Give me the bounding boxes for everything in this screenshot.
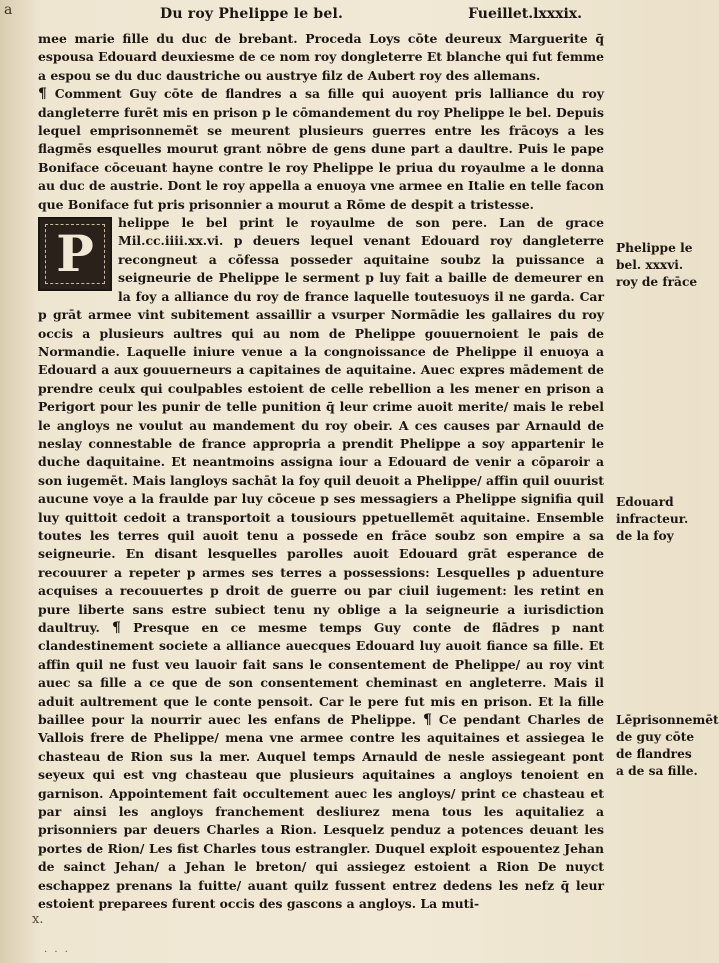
- margin-note-guy: Lēprisonnemēt de guy cōte de flandres a de sa fille.: [616, 713, 719, 778]
- corner-mark: a: [4, 2, 13, 18]
- main-text-continued: Presque en ce mesme temps Guy conte de flādres p nant clandestinement societe a alliance auecques Edouard luy auoit fiance sa fille. Et affin quil ne fust veu lauoir fait sans le consentement de Phelippe/ au roy vint auec sa fille a ce que de son consentement cheminast en angleterre. Mais il aduit aultrement que le conte pensoit. Car le pere fut mis en prison. Et la fille baillee pour la nourrir auec les enfans de Phelippe.: [38, 620, 604, 728]
- drop-cap-letter: P: [56, 224, 94, 284]
- drop-cap: [38, 217, 112, 291]
- chapter-summary-text: Comment Guy cōte de flandres a sa fille qui auoyent pris lalliance du roy dangleterre furēt mis en prison p le cōmandement du roy Phelippe le bel. Depuis lequel emprisonnemēt se meurent plusieurs guerres entre les frācoys a les flagmēs esquelles mourut grant nōbre de gens dune part a daultre. Puis le pape Boniface cōceuant hayne contre le roy Phelippe le priua du royaulme a le donna au duc de austrie. Dont le roy appella a enuoya vne armee en Italie en telle facon que Boniface fut pris prisonnier a mourut a Rōme de despit a tristesse.: [38, 86, 604, 212]
- bottom-dots: . . .: [44, 944, 70, 955]
- bottom-mark: x.: [32, 912, 44, 927]
- main-text-block: [38, 30, 604, 914]
- margin-note-edouard: Edouard infracteur. de la foy: [616, 495, 689, 543]
- paragraph-intro: mee marie fille du duc de brebant. Proceda Loys cōte deureux Marguerite q̄ espousa Edouard deuxiesme de ce nom roy dongleterre Et blanche qui fut femme a espou se du duc daustriche ou austrye filz de Aubert roy des allemans.: [38, 31, 604, 83]
- final-text: Ce pendant Charles de Vallois frere de Phelippe/ mena vne armee contre les aquitaines et assiegea le chasteau de Rion sus la mer. Auquel temps Arnauld de nesle assiegeant pont seyeux qui est vng chasteau que plusieurs aquitaines a angloys tenoient en garnison. Appointement fait occultement auec les angloys/ print ce chasteau et par ainsi les angloys franchement desliurez mena tous les aquitaliez a prisonniers par deuers Charles a Rion. Lesquelz penduz a potences deuant les portes de Rion/ Les fist Charles tous estrangler. Duquel exploit espouentez Jehan de sainct Jehan/ a Jehan le breton/ qui assiegez estoient a Rion De nuyct eschappez prenans la fuitte/ auant quilz fussent entrez dedens les nefz q̄ leur estoient preparees furent occis des gascons a angloys. La muti-: [38, 712, 604, 912]
- main-text: helippe le bel print le royaulme de son pere. Lan de grace Mil.cc.iiii.xx.vi. p deuers lequel venant Edouard roy dangleterre recongneut a cōfessa posseder aquitaine soubz la puissance a seigneurie de Phelippe le serment p luy fait a baille de demeurer en la foy a alliance du roy de france laquelle toutesuoys il ne garda. Car p grāt armee vint subitement assaillir a vsurper Normādie les gallaires du roy occis a plusieurs aultres qui au nom de Phelippe gouuernoient le pais de Normandie. Laquelle iniure venue a la congnoissance de Phelippe il enuoya a Edouard a aux gouuerneurs a capitaines de aquitaine. Auec expres mādement de prendre ceulx qui coulpables estoient de celle rebellion a les mener en prison a Perigort pour les punir de telle punition q̄ leur crime auoit merite/ mais le rebel le angloys ne voulut au mandement du roy obeir. A ces causes par Arnauld de neslay connestable de france appropria a prendit Phelippe a soy appartenir le duche daquitaine. Et neantmoins assigna iour a Edouard de venir a cōparoir a son iugemēt. Mais langloys sachāt la foy quil deuoit a Phelippe/ affin quil ouurist aucune voye a la fraulde par luy cōceue p ses messagiers a Phelippe signifia quil luy quittoit cedoit a transportoit a tousiours ppetuellemēt aquitaine. Ensemble toutes les terres quil auoit tenu a possede en frāce soubz son empire a sa seigneurie. En disant lesquelles parolles auoit Edouard grāt esperance de recouurer a repeter p armes ses terres a possessions: Lesquelles p aduenture acquises a recouuertes p droit de guerre ou par ciuil iugement: les retint en pure liberte sans estre subiect tenu ny oblige a la seigneurie a iurisdiction daultruy.: [38, 215, 604, 635]
- paragraph-main: [38, 214, 604, 913]
- pilcrow-icon: ¶: [111, 620, 121, 636]
- pilcrow-icon: ¶: [422, 712, 432, 729]
- margin-note-phelippe: Phelippe le bel. xxxvi. roy de frāce: [616, 241, 698, 289]
- pilcrow-icon: ¶: [38, 86, 47, 103]
- folio-number: Fueillet.lxxxix.: [468, 6, 582, 22]
- paragraph-chapter-summary: [38, 85, 604, 214]
- running-head: Du roy Phelippe le bel.: [160, 6, 344, 22]
